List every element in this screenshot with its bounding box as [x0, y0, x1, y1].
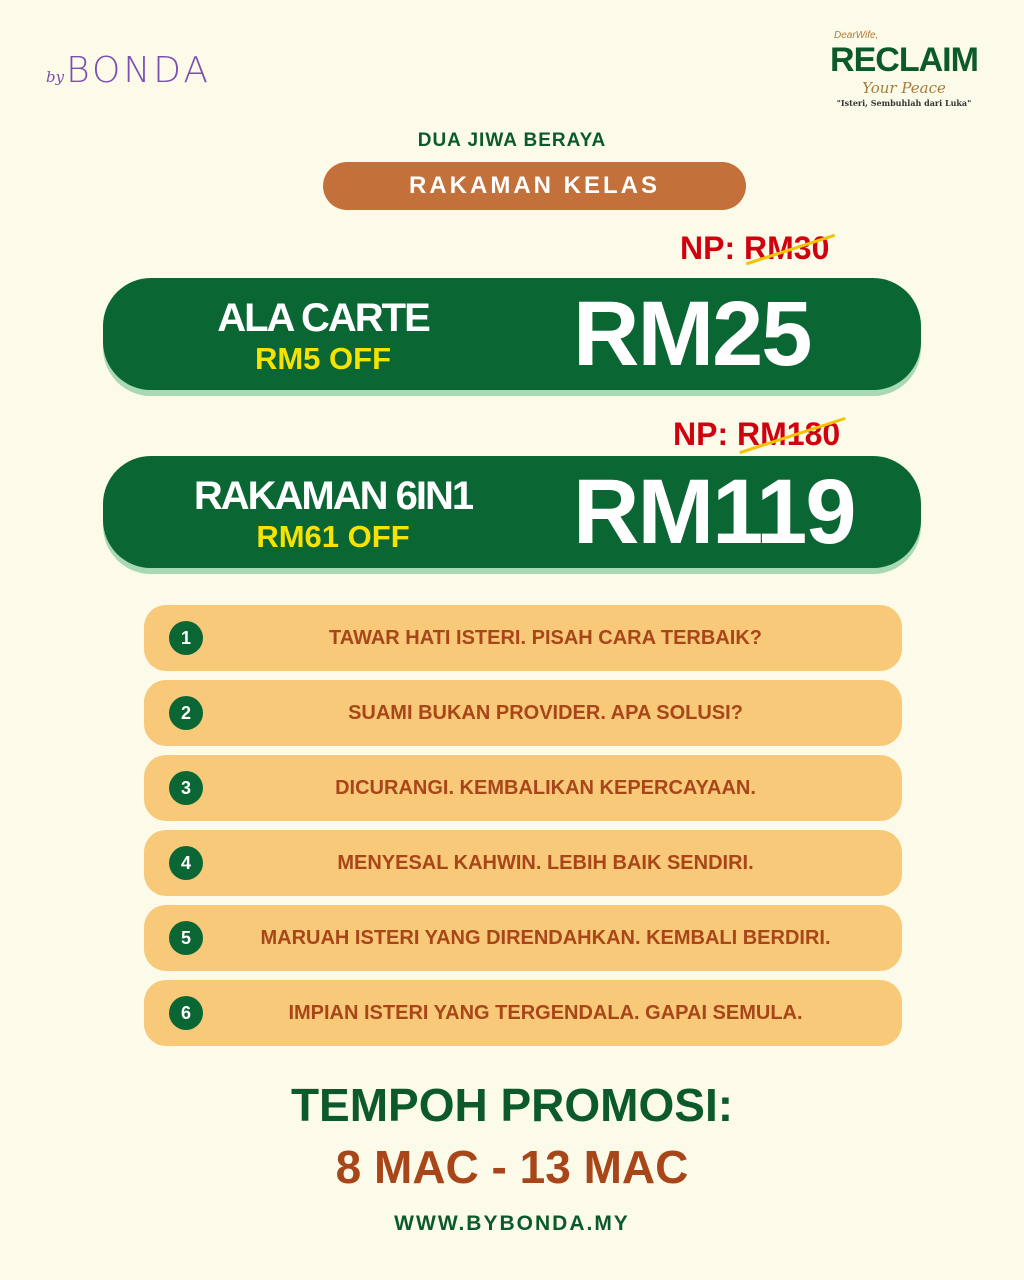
logo-bonda: BONDA: [66, 50, 211, 91]
np-old-price: RM180: [737, 416, 841, 452]
normal-price: [680, 230, 829, 266]
number-badge: 3: [169, 771, 203, 805]
number-badge: 4: [169, 846, 203, 880]
list-item: [144, 605, 902, 671]
number-badge: 6: [169, 996, 203, 1030]
list-item: [144, 905, 902, 971]
offer-price: RM25: [573, 283, 811, 385]
item-text: IMPIAN ISTERI YANG TERGENDALA. GAPAI SEMULA.: [288, 1002, 803, 1024]
offer-card-ala-carte: [103, 278, 921, 390]
subtitle: DUA JIWA BERAYA: [417, 130, 607, 151]
reclaim-prefix: DearWife,: [834, 30, 879, 41]
offer-name: RAKAMAN 6IN1: [193, 474, 473, 518]
item-text: MENYESAL KAHWIN. LEBIH BAIK SENDIRI.: [337, 852, 754, 874]
offer-price: RM119: [573, 461, 855, 563]
reclaim-logo: [826, 30, 982, 109]
offer-card-6in1: [103, 456, 921, 568]
website-link[interactable]: WWW.BYBONDA.MY: [394, 1212, 630, 1235]
normal-price: [673, 416, 840, 452]
class-recording-banner: RAKAMAN KELAS: [323, 162, 746, 210]
promo-period-label: TEMPOH PROMOSI:: [290, 1079, 734, 1131]
np-label: NP:: [673, 416, 737, 452]
logo-by: by: [46, 68, 65, 86]
list-item: [144, 755, 902, 821]
reclaim-title: RECLAIM: [830, 41, 978, 79]
number-badge: 2: [169, 696, 203, 730]
number-badge: 5: [169, 921, 203, 955]
reclaim-tagline: "Isteri, Sembuhlah dari Luka": [836, 98, 972, 108]
bonda-logo: [46, 50, 211, 91]
item-text: TAWAR HATI ISTERI. PISAH CARA TERBAIK?: [329, 627, 762, 649]
item-text: DICURANGI. KEMBALIKAN KEPERCAYAAN.: [335, 777, 756, 799]
item-text: MARUAH ISTERI YANG DIRENDAHKAN. KEMBALI BERDIRI.: [260, 927, 831, 949]
list-item: [144, 830, 902, 896]
offer-discount: RM5 OFF: [254, 341, 392, 376]
promo-dates: 8 MAC - 13 MAC: [335, 1141, 689, 1193]
offer-name: ALA CARTE: [217, 296, 429, 340]
list-item: [144, 980, 902, 1046]
offer-discount: RM61 OFF: [256, 519, 410, 554]
np-old-price: RM30: [744, 230, 830, 266]
np-label: NP:: [680, 230, 744, 266]
item-text: SUAMI BUKAN PROVIDER. APA SOLUSI?: [348, 702, 743, 724]
reclaim-subtitle: Your Peace: [862, 79, 946, 97]
list-item: [144, 680, 902, 746]
number-badge: 1: [169, 621, 203, 655]
